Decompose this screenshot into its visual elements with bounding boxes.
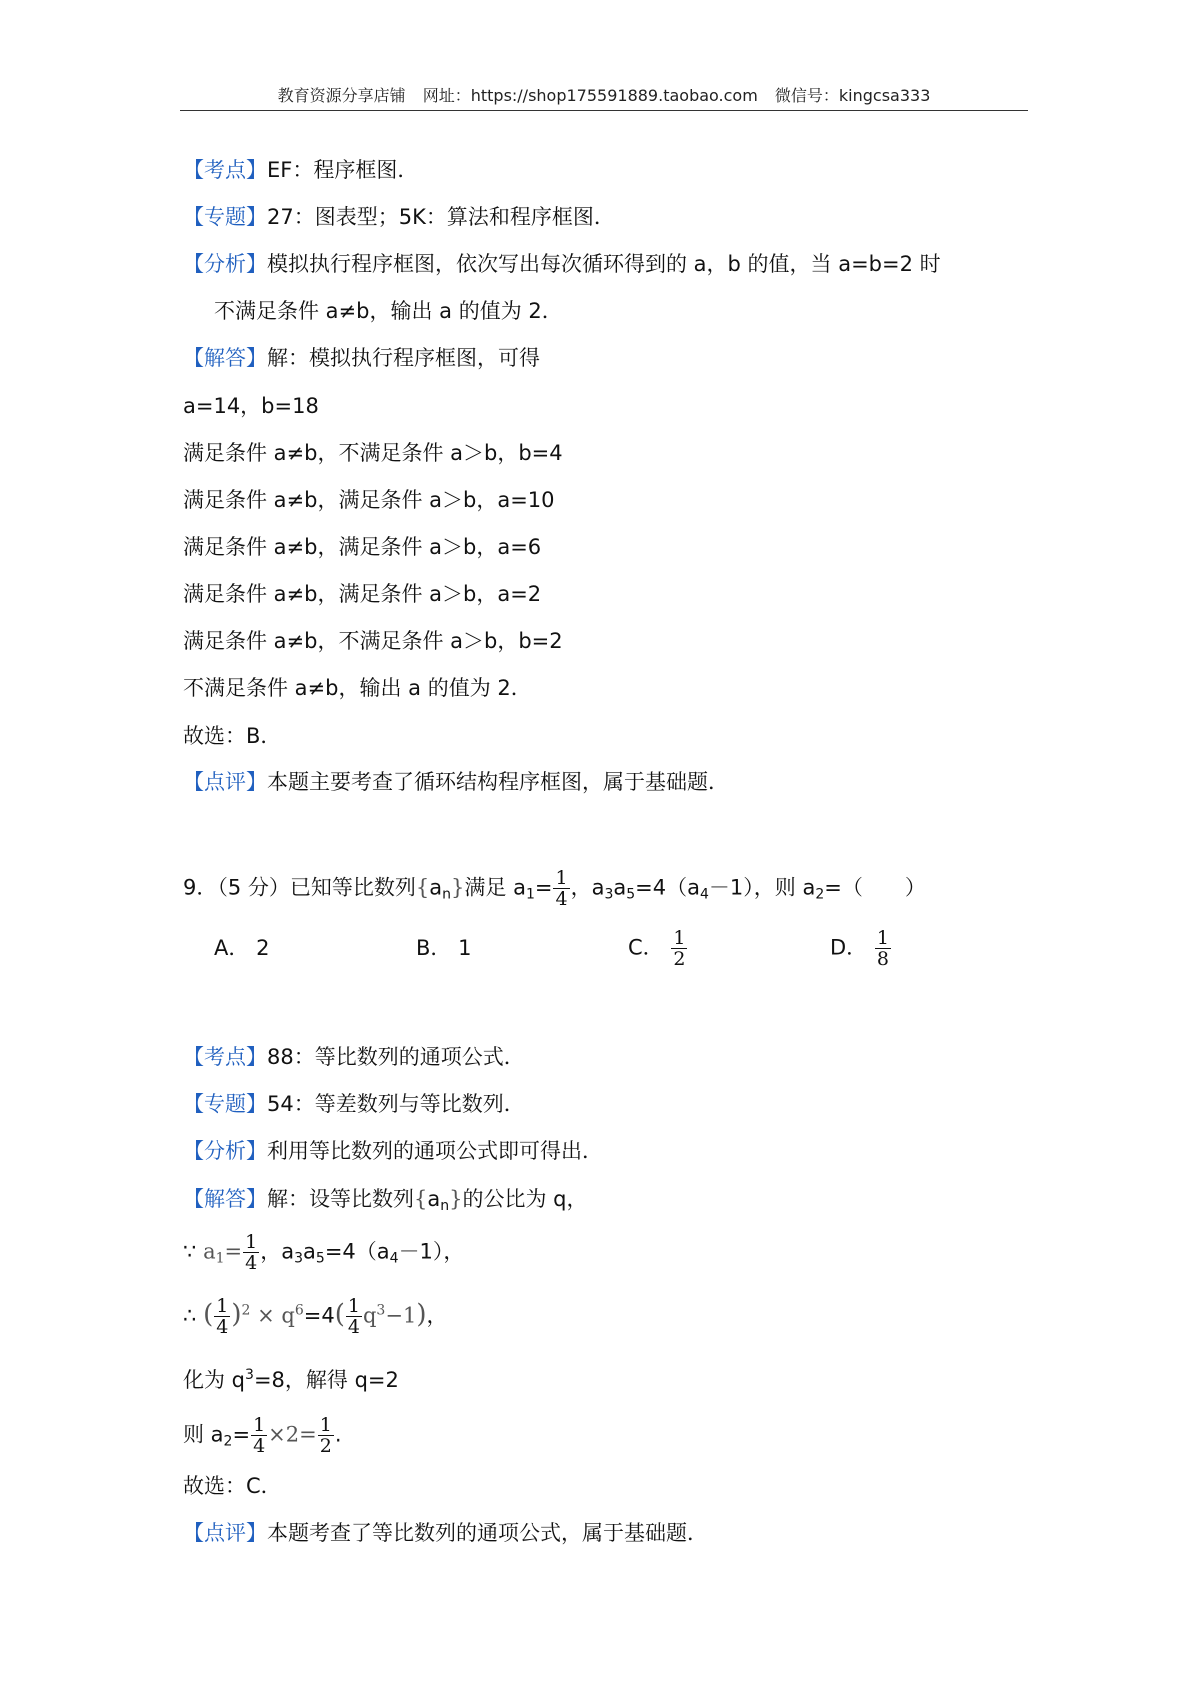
q9-therefore-line: ∴ ( $\frac{1}{4}$ )$^2 \times q^6=4$( $\frac{1}{4}$ $q^3-1$)， [183,1295,448,1338]
q9-simplify: 化为 $q^3=8$，解得 q=2 [183,1367,399,1392]
q8-answer: 故选：B． [183,724,282,748]
header-divider [180,110,1028,111]
q8-step-6: 满足条件 a≠b，不满足条件 a＞b，b=2 [183,629,563,653]
q8-jieda: 【解答】解：模拟执行程序框图，可得 [183,346,540,370]
q8-step-7: 不满足条件 a≠b，输出 a 的值为 2． [183,676,532,700]
q8-step-2: 满足条件 a≠b，不满足条件 a＞b，b=4 [183,441,563,465]
q9-because-line: ∵ $a_1=$ $\frac{1}{4}$ ，$a_3a_5=4(a_4-1)$， [183,1231,465,1274]
wechat-id: kingcsa333 [838,86,931,105]
q9-question: 9．（5 分）已知等比数列$\{a_n\}$满足 $a_1=$ $\frac{1}{4}$ ，$a_3a_5=4(a_4-1)$，则 $a_2=$（ ） [183,867,926,910]
site-label: 网址： [422,86,471,105]
fraction-one-quarter: $\frac{1}{4}$ [555,867,568,910]
q8-zhuanti: 【专题】27：图表型；5K：算法和程序框图． [183,205,615,229]
wechat-label: 微信号： [774,86,839,105]
q8-fenxi: 【分析】模拟执行程序框图，依次写出每次循环得到的 a，b 的值，当 a=b=2 时 [183,252,941,276]
option-d[interactable]: D． $\frac{1}{8}$ [830,927,889,970]
q9-fenxi: 【分析】利用等比数列的通项公式即可得出． [183,1139,603,1163]
site-info [423,86,758,105]
wechat-info [775,86,931,105]
page-header [180,86,1028,106]
q8-step-5: 满足条件 a≠b，满足条件 a＞b，a=2 [183,582,542,606]
q9-answer: 故选：C． [183,1474,282,1498]
q9-kaodian: 【考点】88：等比数列的通项公式． [183,1045,525,1069]
shop-name: 教育资源分享店铺 [277,86,406,105]
option-c[interactable]: C． $\frac{1}{2}$ [628,927,686,970]
q8-step-1: a=14，b=18 [183,394,319,418]
option-b[interactable]: B． 1 [416,936,472,960]
q9-dianping: 【点评】本题考查了等比数列的通项公式，属于基础题． [183,1521,708,1545]
q8-step-4: 满足条件 a≠b，满足条件 a＞b，a=6 [183,535,542,559]
site-url[interactable]: https://shop175591889.taobao.com [470,86,758,105]
q8-dianping: 【点评】本题主要考查了循环结构程序框图，属于基础题． [183,770,729,794]
option-a[interactable]: A． 2 [214,936,270,960]
q9-zhuanti: 【专题】54：等差数列与等比数列． [183,1092,525,1116]
q9-jieda: 【解答】解：设等比数列$\{a_n\}$的公比为 q， [183,1187,588,1214]
q8-fenxi-cont: 不满足条件 a≠b，输出 a 的值为 2． [214,299,563,323]
q8-kaodian: 【考点】EF：程序框图． [183,158,419,182]
q8-step-3: 满足条件 a≠b，满足条件 a＞b，a=10 [183,488,555,512]
q9-then: 则 $a_2=$ $\frac{1}{4}$ ×2= $\frac{1}{2}$ . [183,1414,342,1457]
